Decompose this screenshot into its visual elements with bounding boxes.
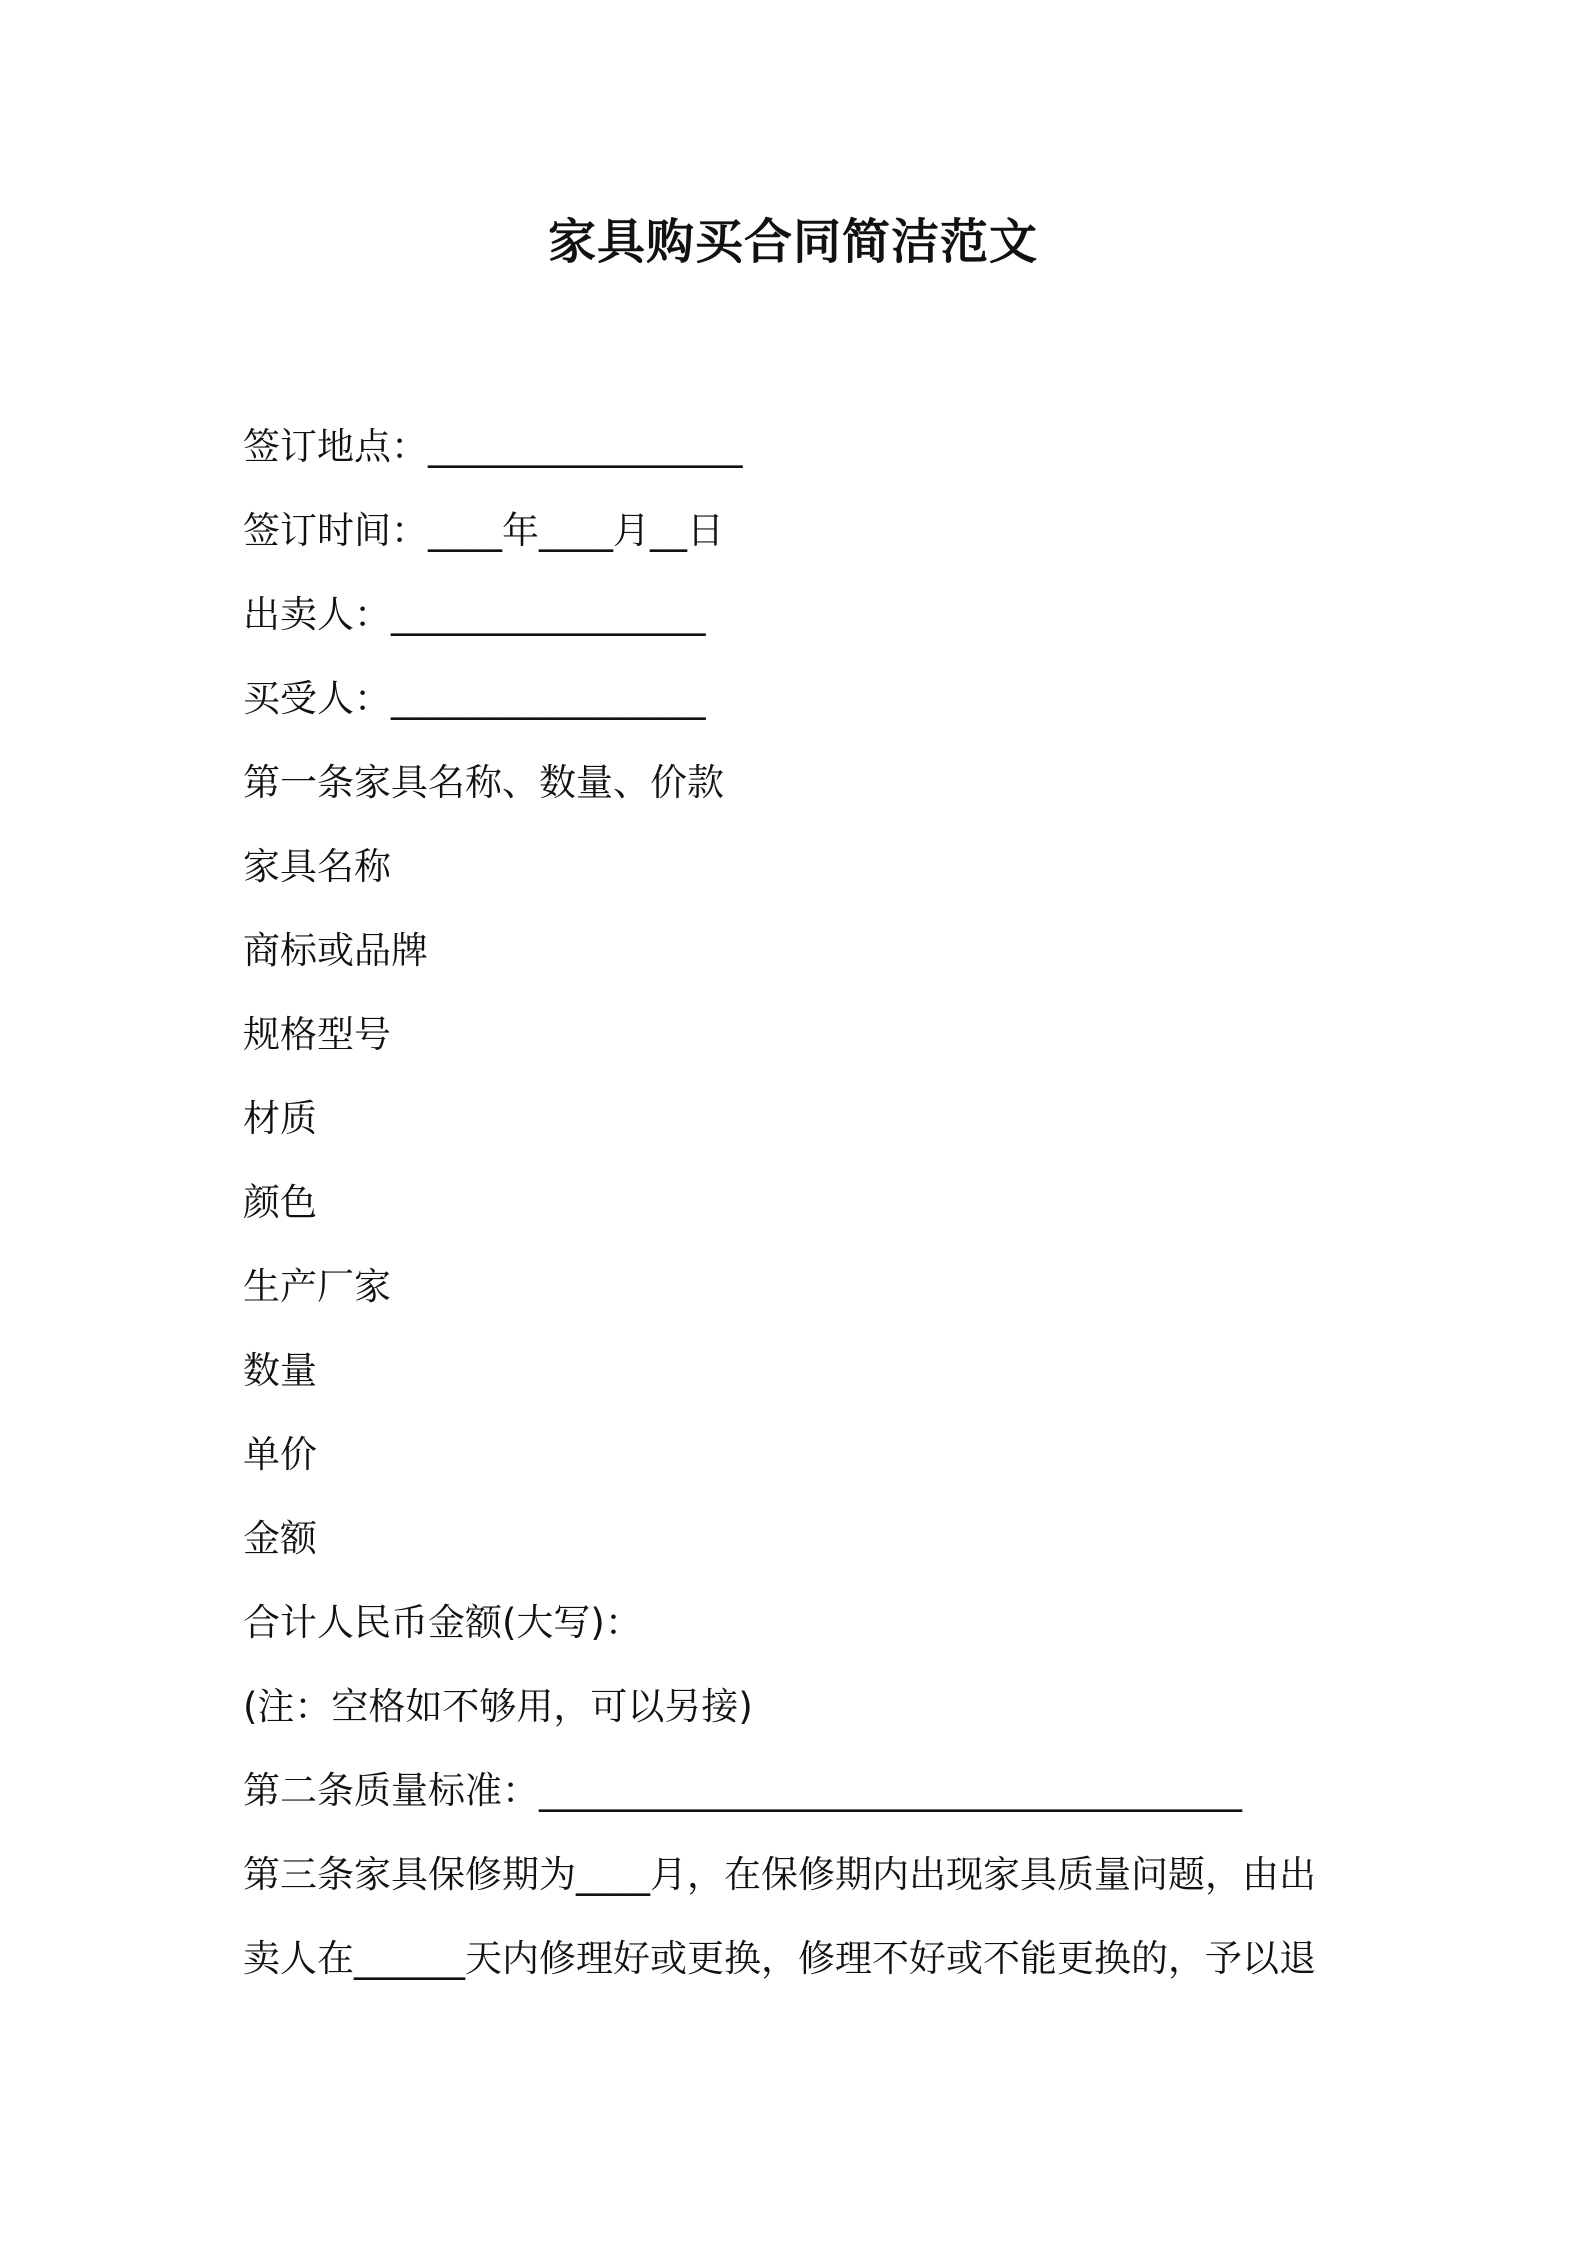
field-color: 颜色	[243, 1181, 317, 1224]
field-unit-price: 单价	[243, 1433, 317, 1476]
document-title: 家具购买合同简洁范文	[547, 214, 1038, 270]
article-3-line-1: 第三条家具保修期为____月，在保修期内出现家具质量问题，由出	[243, 1853, 1316, 1896]
signing-place-line: 签订地点：_________________	[243, 425, 743, 468]
field-brand: 商标或品牌	[243, 929, 428, 972]
signing-date-line: 签订时间：____年____月__日	[243, 509, 724, 552]
field-material: 材质	[243, 1097, 317, 1140]
note-line: (注：空格如不够用，可以另接)	[243, 1685, 753, 1728]
field-amount: 金额	[243, 1517, 317, 1560]
total-amount-line: 合计人民币金额(大写)：	[243, 1601, 642, 1644]
article-2-line: 第二条质量标准：______________________________________	[243, 1769, 1242, 1812]
field-furniture-name: 家具名称	[243, 845, 391, 888]
document-body	[243, 405, 1363, 2001]
field-manufacturer: 生产厂家	[243, 1265, 391, 1308]
article-3-line-2: 卖人在______天内修理好或更换，修理不好或不能更换的，予以退	[243, 1937, 1316, 1980]
seller-line: 出卖人：_________________	[243, 593, 706, 636]
buyer-line: 买受人：_________________	[243, 677, 706, 720]
article-1-heading: 第一条家具名称、数量、价款	[243, 761, 724, 804]
field-model: 规格型号	[243, 1013, 391, 1056]
field-quantity: 数量	[243, 1349, 317, 1392]
